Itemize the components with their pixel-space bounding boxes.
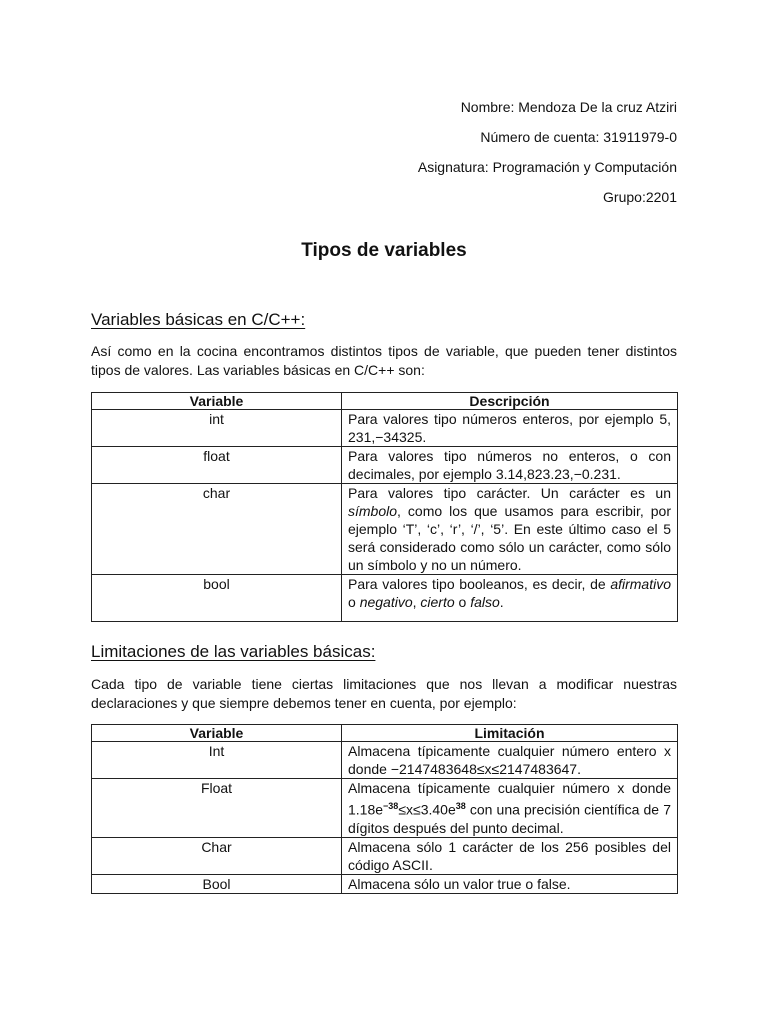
group: Grupo:2201	[603, 189, 677, 205]
limitation-cell: Almacena típicamente cualquier número entero x donde −2147483648≤x≤2147483647.	[342, 742, 678, 779]
limitation-text: con una precisión científica de 7 dígitos después del punto decimal.	[348, 801, 671, 836]
description-emphasis: símbolo	[348, 503, 398, 519]
variable-cell: Char	[92, 837, 342, 874]
subject: Asignatura: Programación y Computación	[417, 159, 677, 175]
exponent: 38	[455, 801, 466, 811]
description-text: .	[499, 594, 504, 610]
limitation-text: Almacena típicamente cualquier número x donde 1.18e	[348, 780, 671, 818]
variable-cell: float	[92, 447, 342, 484]
description-emphasis: negativo	[359, 594, 413, 610]
variable-cell: Float	[92, 779, 342, 838]
description-text: Para valores tipo booleanos, es decir, de	[348, 576, 611, 592]
variable-cell: char	[92, 484, 342, 575]
document-header	[418, 92, 677, 212]
limitation-cell: Almacena sólo un valor true o false.	[342, 874, 678, 893]
description-emphasis: afirmativo	[610, 576, 671, 592]
limitation-cell	[342, 779, 678, 838]
description-emphasis: cierto	[420, 594, 455, 610]
description-emphasis: falso	[470, 594, 500, 610]
table-row	[92, 484, 678, 575]
table-row	[92, 742, 678, 779]
table-row	[92, 575, 678, 622]
variable-cell: Int	[92, 742, 342, 779]
description-cell: Para valores tipo números enteros, por ejemplo 5, 231,−34325.	[342, 410, 678, 447]
limitations-table	[91, 724, 678, 894]
intro-paragraph-limitations: Cada tipo de variable tiene ciertas limitaciones que nos llevan a modificar nuestras declaraciones y que siempre debemos tener en cuenta, por ejemplo:	[91, 676, 677, 711]
variable-cell: Bool	[92, 874, 342, 893]
description-text: o	[348, 594, 360, 610]
section-heading-limitations: Limitaciones de las variables básicas:	[91, 642, 376, 661]
limitation-cell: Almacena sólo 1 carácter de los 256 posibles del código ASCII.	[342, 837, 678, 874]
description-text: , como los que usamos para escribir, por ejemplo ‘T’, ‘c’, ‘r’, ‘/’, ‘5’. En este último caso el 5 será considerado como sólo un carácter, como sólo un símbolo y no un número.	[348, 503, 671, 573]
table-row	[92, 447, 678, 484]
variable-cell: bool	[92, 575, 342, 622]
table-row	[92, 874, 678, 893]
description-text: o	[454, 594, 471, 610]
description-cell	[342, 575, 678, 622]
table-row	[92, 837, 678, 874]
description-cell	[342, 484, 678, 575]
exponent: −38	[383, 801, 399, 811]
table-header-row	[92, 393, 678, 410]
account-number: Número de cuenta: 31911979-0	[480, 129, 677, 145]
section-heading-basic-variables: Variables básicas en C/C++:	[91, 310, 306, 329]
table-header-row	[92, 725, 678, 742]
description-text: ,	[412, 594, 421, 610]
intro-paragraph-basic: Así como en la cocina encontramos distintos tipos de variable, que pueden tener distintos tipos de valores. Las variables básicas en C/C++ son:	[91, 343, 677, 378]
student-name: Nombre: Mendoza De la cruz Atziri	[460, 99, 677, 115]
table-row	[92, 779, 678, 838]
description-text: Para valores tipo carácter. Un carácter es un	[348, 485, 671, 501]
basic-variables-table	[91, 392, 678, 622]
document-title: Tipos de variables	[301, 240, 467, 261]
limitation-text: ≤x≤3.40e	[398, 801, 456, 818]
table-row	[92, 410, 678, 447]
variable-cell: int	[92, 410, 342, 447]
column-header-variable: Variable	[92, 725, 342, 742]
column-header-limitation: Limitación	[342, 725, 678, 742]
description-cell: Para valores tipo números no enteros, o con decimales, por ejemplo 3.14,823.23,−0.231.	[342, 447, 678, 484]
column-header-variable: Variable	[92, 393, 342, 410]
column-header-description: Descripción	[342, 393, 678, 410]
